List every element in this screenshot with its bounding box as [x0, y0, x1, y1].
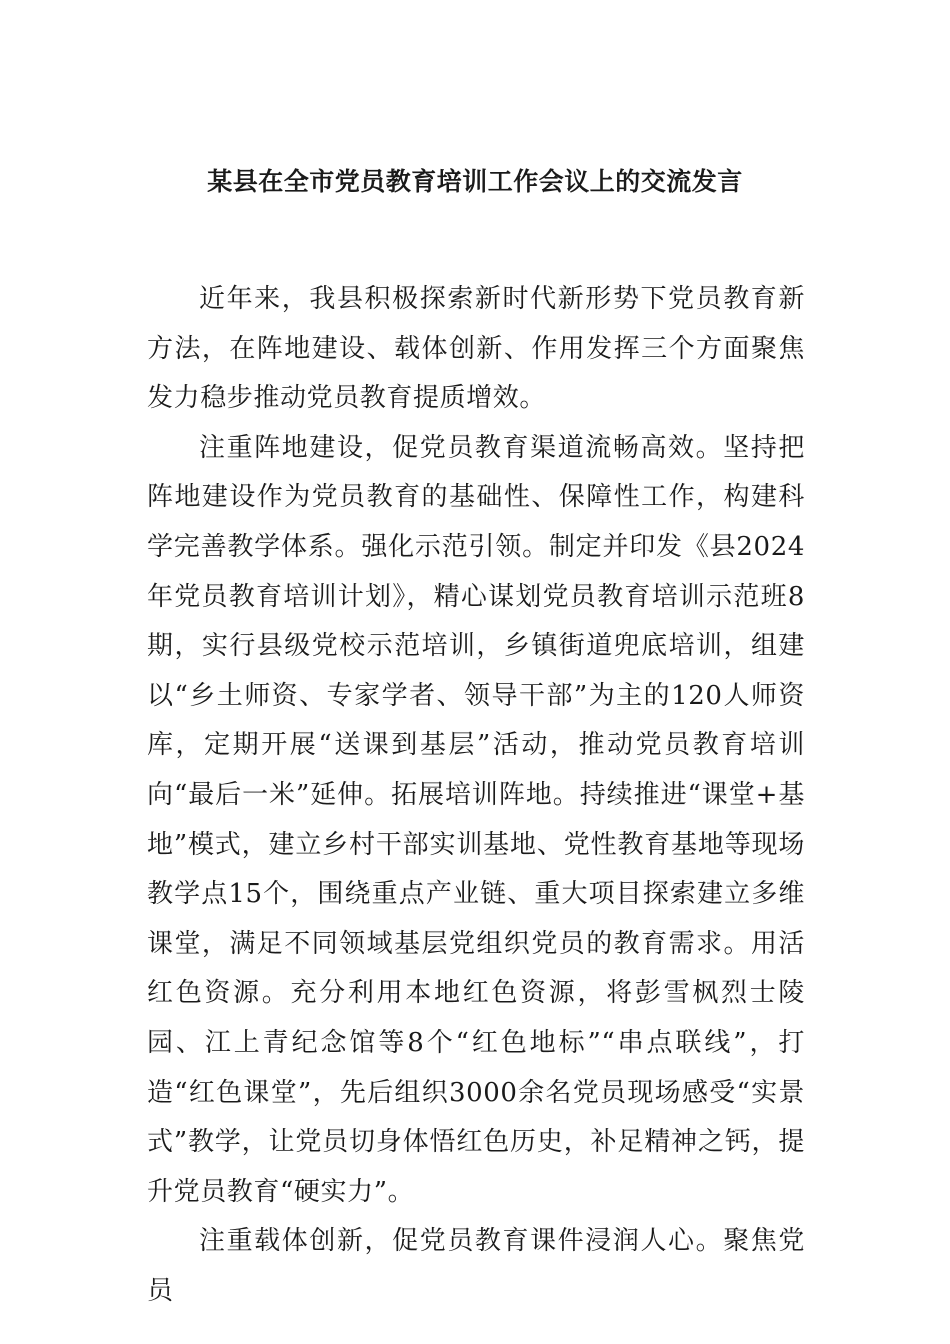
paragraph: 注重阵地建设，促党员教育渠道流畅高效。坚持把阵地建设作为党员教育的基础性、保障性工作，构建科学完善教学体系。强化示范引领。制定并印发《县2024年党员教育培训计划》，精心谋划党员教育培训示范班8期，实行县级党校示范培训，乡镇街道兜底培训，组建以“乡土师资、专家学者、领导干部”为主的120人师资库，定期开展“送课到基层”活动，推动党员教育培训向“最后一米”延伸。拓展培训阵地。持续推进“课堂+基地”模式，建立乡村干部实训基地、党性教育基地等现场教学点15个，围绕重点产业链、重大项目探索建立多维课堂，满足不同领域基层党组织党员的教育需求。用活红色资源。充分利用本地红色资源，将彭雪枫烈士陵园、江上青纪念馆等8个“红色地标”“串点联线”，打造“红色课堂”，先后组织3000余名党员现场感受“实景式”教学，让党员切身体悟红色历史，补足精神之钙，提升党员教育“硬实力”。 — [147, 432, 805, 1207]
paragraph: 注重载体创新，促党员教育课件浸润人心。聚焦党员 — [147, 1226, 805, 1306]
document-body — [147, 275, 805, 1316]
paragraph: 近年来，我县积极探索新时代新形势下党员教育新方法，在阵地建设、载体创新、作用发挥三个方面聚焦发力稳步推动党员教育提质增效。 — [147, 284, 805, 414]
document-title: 某县在全市党员教育培训工作会议上的交流发言 — [207, 167, 743, 196]
